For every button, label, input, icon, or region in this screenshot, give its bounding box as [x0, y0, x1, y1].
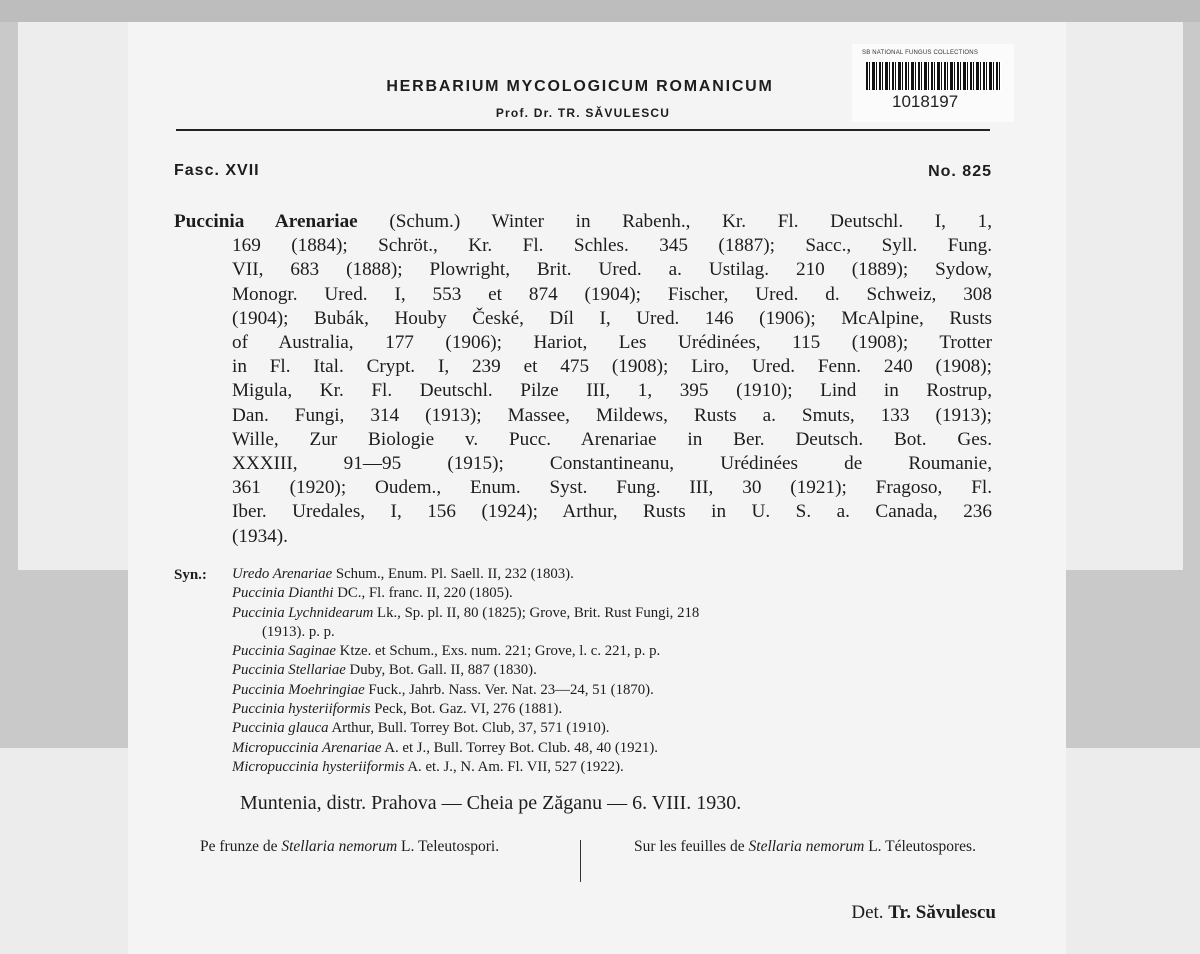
- synonym-name: Puccinia glauca: [232, 720, 329, 737]
- column-divider: [580, 840, 581, 882]
- synonym-citation: A. et. J., N. Am. Fl. VII, 527 (1922).: [404, 758, 624, 775]
- host-french: [614, 837, 1004, 857]
- barcode-caption: SB NATIONAL FUNGUS COLLECTIONS: [862, 50, 979, 56]
- citation-line: in Fl. Ital. Crypt. I, 239 et 475 (1908); Liro, Ured. Fenn. 240 (1908);: [232, 356, 992, 378]
- synonyms-list: [232, 565, 1002, 777]
- synonym-citation: Peck, Bot. Gaz. VI, 276 (1881).: [370, 701, 563, 718]
- synonym-citation: Schum., Enum. Pl. Saell. II, 232 (1803).: [332, 566, 574, 582]
- synonym-citation: DC., Fl. franc. II, 220 (1805).: [333, 585, 513, 602]
- fascicle-number: Fasc. XVII: [174, 162, 260, 179]
- host-romanian: [172, 837, 562, 857]
- determiner-prefix: Det.: [851, 902, 889, 923]
- host-text: Sur les feuilles de: [634, 838, 749, 855]
- specimen-number: No. 825: [928, 163, 992, 180]
- citation-line: VII, 683 (1888); Plowright, Brit. Ured. a. Ustilag. 210 (1889); Sydow,: [232, 259, 992, 281]
- synonym-citation: A. et J., Bull. Torrey Bot. Club. 48, 40 (1921).: [381, 739, 658, 756]
- synonym-item: [232, 719, 1002, 738]
- species-citation: [174, 210, 992, 549]
- synonym-citation: (1913). p. p.: [262, 623, 335, 640]
- synonym-item: [232, 758, 1002, 777]
- herbarium-editor: Prof. Dr. TR. SĂVULESCU: [495, 106, 671, 120]
- synonyms-label: Syn.:: [174, 567, 207, 583]
- synonym-item: [232, 604, 1002, 623]
- host-text: L. Téleutospores.: [864, 838, 976, 855]
- synonym-citation: Lk., Sp. pl. II, 80 (1825); Grove, Brit. Rust Fungi, 218: [373, 604, 700, 621]
- host-plant: Stellaria nemorum: [281, 838, 398, 855]
- synonym-name: Puccinia Saginae: [232, 643, 336, 660]
- synonym-item: [232, 584, 1002, 603]
- synonym-item: [232, 681, 1002, 700]
- synonym-name: Micropuccinia Arenariae: [232, 739, 382, 756]
- determiner: [851, 902, 996, 924]
- citation-line: of Australia, 177 (1906); Hariot, Les Urédinées, 115 (1908); Trotter: [232, 332, 992, 354]
- citation-line: 361 (1920); Oudem., Enum. Syst. Fung. III, 30 (1921); Fragoso, Fl.: [232, 477, 992, 499]
- synonym-item: [232, 739, 1002, 758]
- synonym-name: Puccinia Lychnidearum: [232, 604, 374, 621]
- synonym-item: [232, 700, 1002, 719]
- barcode-number: 1018197: [892, 92, 959, 111]
- citation-line: Dan. Fungi, 314 (1913); Massee, Mildews, Rusts a. Smuts, 133 (1913);: [232, 404, 992, 426]
- herbarium-title: HERBARIUM MYCOLOGICUM ROMANICUM: [386, 78, 774, 95]
- citation-line: Iber. Uredales, I, 156 (1924); Arthur, Rusts in U. S. a. Canada, 236: [232, 501, 992, 523]
- synonym-name: Uredo Arenariae: [232, 566, 333, 582]
- synonym-citation: Arthur, Bull. Torrey Bot. Club, 37, 571 (1910).: [328, 720, 610, 737]
- synonym-item: [232, 642, 1002, 661]
- citation-line: Monogr. Ured. I, 553 et 874 (1904); Fischer, Ured. d. Schweiz, 308: [232, 283, 992, 305]
- host-text: L. Teleutospori.: [397, 838, 500, 855]
- synonym-item: [232, 661, 1002, 680]
- species-name: Puccinia Arenariae: [174, 211, 358, 232]
- synonym-name: Puccinia Moehringiae: [232, 681, 365, 698]
- header-rule: [176, 129, 990, 131]
- citation-line: Migula, Kr. Fl. Deutschl. Pilze III, 1, 395 (1910); Lind in Rostrup,: [232, 380, 992, 402]
- synonym-item: [232, 565, 1002, 584]
- citation-line: XXXIII, 91—95 (1915); Constantineanu, Urédinées de Roumanie,: [232, 453, 992, 475]
- synonym-citation: Duby, Bot. Gall. II, 887 (1830).: [345, 662, 537, 679]
- citation-line: (1904); Bubák, Houby České, Díl I, Ured. 146 (1906); McAlpine, Rusts: [232, 307, 992, 329]
- host-plant: Stellaria nemorum: [748, 838, 865, 855]
- citation-line: Wille, Zur Biologie v. Pucc. Arenariae in Ber. Deutsch. Bot. Ges.: [232, 428, 992, 450]
- citation-line: (1934).: [232, 525, 288, 547]
- citation-line-text: (Schum.) Winter in Rabenh., Kr. Fl. Deutschl. I, 1,: [357, 211, 992, 232]
- synonym-name: Puccinia Dianthi: [232, 585, 334, 602]
- synonym-name: Micropuccinia hysteriiformis: [232, 758, 405, 775]
- citation-line: 169 (1884); Schröt., Kr. Fl. Schles. 345 (1887); Sacc., Syll. Fung.: [232, 235, 992, 257]
- synonym-citation: Ktze. et Schum., Exs. num. 221; Grove, l. c. 221, p. p.: [335, 643, 661, 660]
- citation-line: [174, 210, 992, 234]
- determiner-name: Tr. Săvulescu: [888, 902, 996, 923]
- synonym-citation: Fuck., Jahrb. Nass. Ver. Nat. 23—24, 51 (1870).: [364, 681, 654, 698]
- background-top: [0, 0, 1200, 22]
- synonym-name: Puccinia hysteriiformis: [232, 701, 371, 718]
- collection-locality: Muntenia, distr. Prahova — Cheia pe Zăganu — 6. VIII. 1930.: [240, 792, 742, 814]
- host-text: Pe frunze de: [200, 838, 282, 855]
- synonym-item: [232, 623, 1002, 642]
- synonym-name: Puccinia Stellariae: [232, 662, 346, 679]
